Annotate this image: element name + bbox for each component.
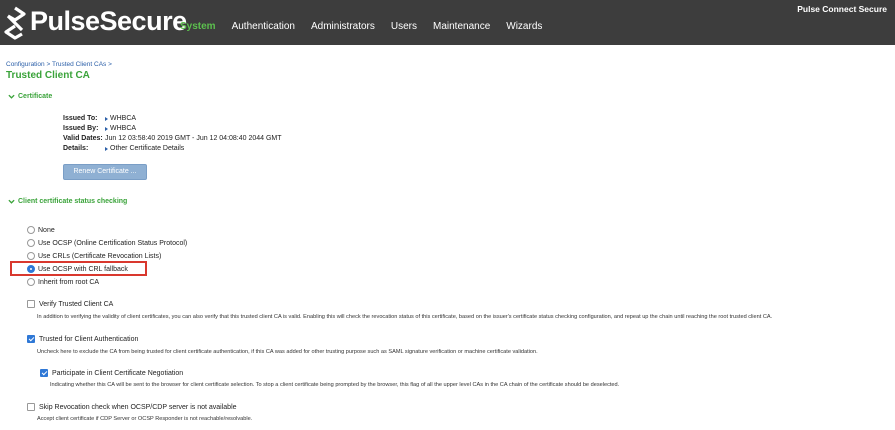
radio-option-crl[interactable] bbox=[27, 251, 161, 261]
radio-label: None bbox=[38, 226, 55, 234]
expand-triangle-icon bbox=[105, 127, 108, 131]
valid-dates-row bbox=[63, 134, 282, 144]
issued-to-text: WHBCA bbox=[110, 115, 137, 122]
certificate-section-label: Certificate bbox=[18, 93, 53, 100]
radio-button[interactable] bbox=[27, 252, 35, 260]
issued-by-label: Issued By: bbox=[63, 125, 99, 132]
details-label: Details: bbox=[63, 145, 89, 152]
nav-users[interactable]: Users bbox=[390, 21, 417, 32]
nav-administrators[interactable]: Administrators bbox=[310, 21, 375, 32]
breadcrumb bbox=[6, 61, 112, 68]
issued-to-row bbox=[63, 114, 282, 124]
radio-label: Use OCSP with CRL fallback bbox=[38, 265, 128, 273]
radio-label: Inherit from root CA bbox=[38, 278, 100, 286]
chevron-down-icon bbox=[8, 198, 15, 205]
breadcrumb-trusted-client-cas-link[interactable]: Trusted Client CAs bbox=[51, 61, 107, 68]
certificate-section-header[interactable] bbox=[8, 93, 52, 100]
radio-option-ocsp[interactable] bbox=[27, 238, 187, 248]
participate-negotiation-option[interactable] bbox=[40, 368, 183, 378]
issued-by-text: WHBCA bbox=[110, 125, 137, 132]
nav-wizards[interactable]: Wizards bbox=[506, 21, 543, 32]
radio-button[interactable] bbox=[27, 239, 35, 247]
breadcrumb-configuration-link[interactable]: Configuration bbox=[6, 61, 45, 68]
issued-to-value[interactable] bbox=[105, 114, 136, 124]
trusted-client-auth-description: Uncheck here to exclude the CA from being trusted for client certificate authentication, if this CA was added for other trusting purpose such as SAML signature verification or machine certificate validation. bbox=[37, 349, 538, 355]
certificate-details bbox=[63, 114, 282, 154]
valid-dates-label: Valid Dates: bbox=[63, 135, 103, 142]
details-row bbox=[63, 144, 282, 154]
skip-revocation-label: Skip Revocation check when OCSP/CDP server is not available bbox=[39, 403, 237, 411]
status-checking-section-label: Client certificate status checking bbox=[18, 198, 128, 205]
radio-label: Use OCSP (Online Certification Status Protocol) bbox=[38, 239, 188, 247]
skip-revocation-option[interactable] bbox=[27, 402, 237, 412]
radio-option-inherit-root[interactable] bbox=[27, 277, 99, 287]
issued-by-row bbox=[63, 124, 282, 134]
trusted-client-auth-label: Trusted for Client Authentication bbox=[39, 335, 139, 343]
verify-trusted-client-ca-label: Verify Trusted Client CA bbox=[39, 300, 114, 308]
page-title: Trusted Client CA bbox=[6, 70, 90, 81]
expand-triangle-icon bbox=[105, 147, 108, 151]
issued-to-label: Issued To: bbox=[63, 115, 98, 122]
breadcrumb-separator: > bbox=[46, 61, 51, 68]
nav-authentication[interactable]: Authentication bbox=[231, 21, 295, 32]
status-checking-section-header[interactable] bbox=[8, 198, 127, 205]
participate-negotiation-checkbox[interactable] bbox=[40, 369, 48, 377]
radio-option-none[interactable] bbox=[27, 225, 55, 235]
product-name: Pulse Connect Secure bbox=[797, 4, 887, 14]
nav-maintenance[interactable]: Maintenance bbox=[433, 21, 491, 32]
skip-revocation-description: Accept client certificate if CDP Server or OCSP Responder is not reachable/resolvable. bbox=[37, 416, 253, 422]
chevron-down-icon bbox=[8, 93, 15, 100]
radio-button[interactable] bbox=[27, 278, 35, 286]
main-nav bbox=[180, 20, 558, 34]
logo-text: PulseSecure bbox=[30, 6, 187, 36]
skip-revocation-checkbox[interactable] bbox=[27, 403, 35, 411]
expand-triangle-icon bbox=[105, 117, 108, 121]
breadcrumb-separator: > bbox=[108, 61, 112, 68]
radio-button[interactable] bbox=[27, 226, 35, 234]
verify-trusted-client-ca-checkbox[interactable] bbox=[27, 300, 35, 308]
trusted-client-auth-option[interactable] bbox=[27, 334, 138, 344]
other-certificate-details-link[interactable] bbox=[105, 144, 184, 154]
valid-dates-value: Jun 12 03:58:40 2019 GMT - Jun 12 04:08:40 2044 GMT bbox=[105, 135, 282, 142]
other-certificate-details-text: Other Certificate Details bbox=[110, 145, 185, 152]
trusted-client-auth-checkbox[interactable] bbox=[27, 335, 35, 343]
top-header bbox=[0, 0, 895, 45]
participate-negotiation-label: Participate in Client Certificate Negotiation bbox=[52, 369, 184, 377]
highlight-annotation-box bbox=[10, 261, 147, 276]
verify-trusted-client-ca-description: In addition to verifying the validity of client certificates, you can also verify that this trusted client CA is valid. Enabling this will check the revocation status of this certificate, based on the issuer's certificate status checking configuration, and repeat up the chain until reaching the root trusted client CA. bbox=[37, 314, 773, 320]
nav-system[interactable]: System bbox=[180, 21, 216, 32]
renew-certificate-button[interactable]: Renew Certificate ... bbox=[63, 164, 147, 180]
participate-negotiation-description: Indicating whether this CA will be sent to the browser for client certificate selection. To stop a client certificate being prompted by the browser, this flag of all the upper level CAs in the CA chain of the certificate should be deselected. bbox=[50, 382, 620, 388]
pulse-secure-logo-icon bbox=[4, 6, 26, 40]
verify-trusted-client-ca-option[interactable] bbox=[27, 299, 113, 309]
issued-by-value[interactable] bbox=[105, 124, 136, 134]
radio-label: Use CRLs (Certificate Revocation Lists) bbox=[38, 252, 162, 260]
